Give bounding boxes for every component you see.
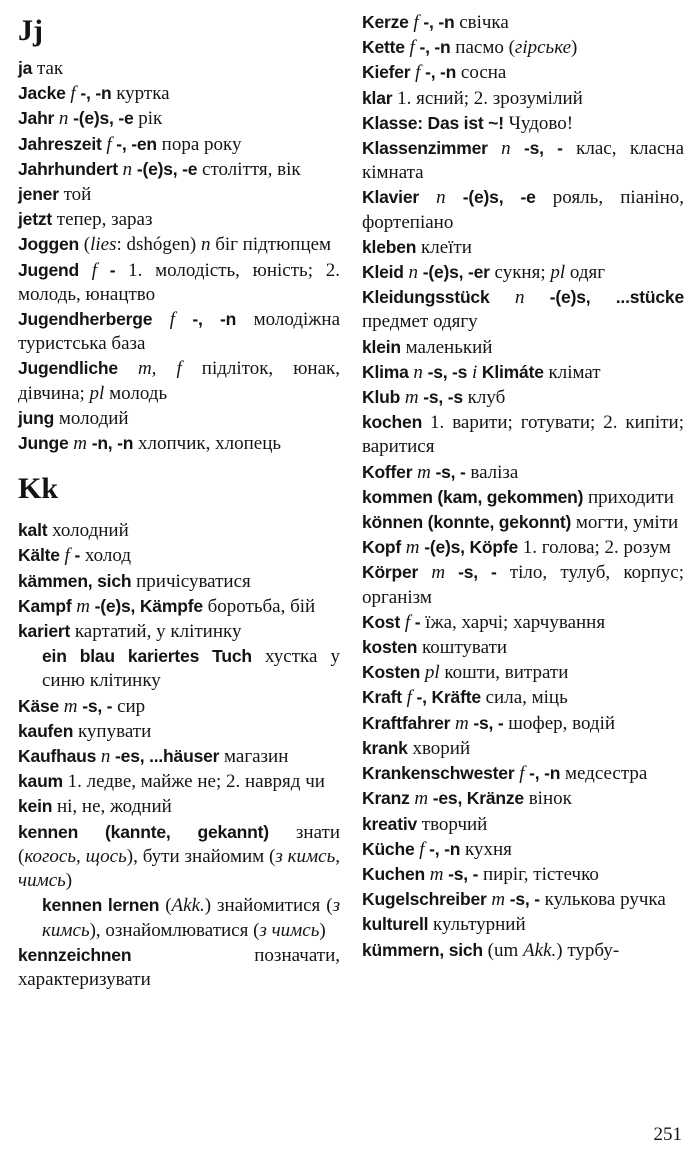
translation: молодий [54,407,129,429]
translation: магазин [219,746,289,768]
headword: -es, Kränze [428,788,524,809]
grammar-label: n [403,262,419,284]
entry-headword: Körper [362,562,419,583]
translation: хворий [407,737,471,759]
translation: тіло, тулуб, корпус; організм [362,562,684,608]
translation: творчий [417,813,488,835]
translation: холодний [47,520,129,542]
entry-headword: Kaufhaus [18,746,97,767]
dictionary-entry [18,820,340,894]
entry-headword: kreativ [362,813,418,834]
translation: клас, класна кімната [362,138,685,184]
headword: -(e)s, -e [132,158,198,179]
entry-headword: kennen (kannte, gekannt) [18,821,269,842]
translation: ), бути знайомим ( [126,845,276,867]
entry-headword: Kleid [362,262,404,283]
translation: їжа, харчі; харчування [420,611,606,633]
entry-headword: Kranz [362,788,410,809]
dictionary-entry [18,594,340,619]
dictionary-entry [362,761,684,786]
translation: ) [65,870,73,892]
headword: -s, - [430,461,466,482]
entry-headword: klar [362,87,393,108]
dictionary-entry [18,258,340,307]
dictionary-entry [362,510,684,535]
entry-headword: Käse [18,695,60,716]
entry-headword: Jugend [18,259,80,280]
entry-headword: Jacke [18,83,66,104]
grammar-label: f [401,687,412,709]
grammar-label: n [200,234,211,256]
grammar-label: n [489,287,525,309]
translation: клуб [462,387,506,409]
grammar-label: lies [90,234,117,256]
entry-headword: kennen lernen [42,895,160,916]
dictionary-subentry [18,893,340,942]
translation: (um [482,939,524,961]
dictionary-entry [18,307,340,356]
entry-headword: Kost [362,611,401,632]
entries-j-list [18,56,340,456]
grammar-label: n [418,187,446,209]
headword: -, -n [175,309,237,330]
entry-headword: kaufen [18,720,74,741]
translation: століття, вік [197,158,301,180]
dictionary-entry [18,431,340,456]
translation: маленький [400,336,493,358]
entry-headword: kommen (kam, gekommen) [362,486,584,507]
headword: -(e)s, ...stücke [524,287,684,308]
entry-headword: kochen [362,412,423,433]
grammar-label: m [412,461,431,483]
dictionary-entry [18,518,340,543]
headword: -n, -n [87,433,134,454]
translation: так [32,58,64,79]
dictionary-entry [362,35,684,60]
translation: Чудово! [503,112,574,134]
grammar-label: m [418,562,446,584]
dictionary-entry [362,610,684,635]
grammar-label: з кимсь [42,895,340,941]
dictionary-entry [362,938,684,963]
entry-headword: jetzt [18,209,53,230]
headword: -(e)s, Köpfe [419,537,519,558]
translation: 1. ясний; 2. зрозумілий [392,87,583,109]
dictionary-entry [362,235,684,260]
translation: могти, уміти [571,512,679,534]
dictionary-entry [18,81,340,106]
translation: хлопчик, хлопець [133,433,282,455]
translation: боротьба, бій [202,595,316,617]
translation: валіза [465,461,519,483]
dictionary-entry [362,60,684,85]
translation: сосна [456,62,507,84]
translation: свічка [454,12,509,33]
grammar-label: f [400,611,411,633]
grammar-label: m [71,595,90,617]
entry-headword: können (konnte, gekonnt) [362,512,572,533]
translation: ( [159,895,172,917]
headword: - [97,259,116,280]
dictionary-entry [362,86,684,111]
dictionary-entry [362,485,684,510]
dictionary-entry [18,744,340,769]
entry-headword: kleben [362,236,417,257]
translation: сукня; [489,262,551,284]
headword: -, Kräfte [411,687,481,708]
grammar-label: f [65,83,76,105]
headword: -, -n [414,37,451,58]
entry-headword: Kraftfahrer [362,712,451,733]
entry-headword: Kiefer [362,62,411,83]
translation: позначати, характеризувати [18,944,340,990]
translation: той [58,184,92,206]
dictionary-entry [362,837,684,862]
translation: кулькова ручка [539,889,666,911]
headword: -, -n [75,83,112,104]
entry-headword: kalt [18,520,48,541]
translation: сила, міць [480,687,568,709]
grammar-label: f [101,133,112,155]
translation: кошти, витрати [439,662,569,684]
entry-headword: jener [18,184,59,205]
grammar-label: m [68,433,88,455]
dictionary-entry [362,812,684,837]
dictionary-entry [18,157,340,182]
entry-headword: Klavier [362,187,419,208]
entry-headword: kennzeichnen [18,944,132,965]
dictionary-entry [18,207,340,232]
translation: куртка [111,83,170,105]
grammar-label: pl [89,382,105,404]
entry-headword: Klassenzimmer [362,138,488,159]
dictionary-entry [18,794,340,819]
grammar-label: f [408,12,419,33]
headword: -(e)s, -e [68,108,134,129]
entry-headword: kümmern, sich [362,939,483,960]
entry-headword: kulturell [362,914,429,935]
left-column [18,0,340,992]
dictionary-entry [18,694,340,719]
headword: -s, - [510,138,563,159]
headword: -(e)s, -er [418,262,490,283]
dictionary-entry [362,736,684,761]
entry-headword: Koffer [362,461,413,482]
dictionary-entry [18,232,340,257]
headword: -s, - [505,889,540,910]
grammar-label: n [487,138,511,160]
translation: кухня [460,838,512,860]
entry-headword: kaum [18,771,63,792]
grammar-label: m [400,387,419,409]
translation: тепер, зараз [52,209,153,231]
translation: хустка у синю клітинку [42,646,340,692]
grammar-label: m [401,537,420,559]
headword: -, -n [420,62,457,83]
grammar-label: Akk. [523,939,557,961]
dictionary-entry [18,132,340,157]
grammar-label: f [514,763,525,785]
entry-headword: Kosten [362,662,421,683]
entry-headword: Joggen [18,234,80,255]
translation: ні, не, жодний [52,796,172,818]
grammar-label: m [59,695,78,717]
translation: молодь [104,382,168,404]
grammar-label: m [450,712,469,734]
entry-headword: Jahreszeit [18,133,102,154]
translation: 1. варити; готувати; 2. кипіти; варитися [362,412,684,458]
entry-headword: Jugendherberge [18,309,153,330]
headword: -s, -s [422,361,468,382]
entry-headword: jung [18,407,55,428]
headword: Klimáte [477,361,544,382]
grammar-label: f [79,259,98,281]
entry-headword: kein [18,796,53,817]
headword: -, -n [524,763,561,784]
dictionary-subentry [18,644,340,693]
grammar-label: з чимсь [259,919,320,941]
headword: -s, - [468,712,504,733]
dictionary-entry [18,619,340,644]
grammar-label: f [414,838,425,860]
dictionary-entry [362,635,684,660]
entry-headword: Kraft [362,687,402,708]
dictionary-entry [18,769,340,794]
letter-heading-j: Jj [18,14,43,47]
dictionary-entry [362,711,684,736]
translation: пиріг, тістечко [478,863,599,885]
entry-headword: kariert [18,621,71,642]
translation: ) турбу- [556,939,620,961]
translation: причісуватися [131,570,251,592]
grammar-label: i [467,361,478,383]
grammar-label: pl [550,262,566,284]
entry-headword: Jahr [18,108,55,129]
grammar-label: n [408,361,423,383]
entry-headword: Küche [362,838,415,859]
dictionary-entry [362,685,684,710]
translation: 1. ледве, майже не; 2. навряд чи [62,771,325,793]
translation: ) [571,37,578,59]
headword: -s, -s [418,387,463,408]
dictionary-entry [362,912,684,937]
dictionary-entry [362,185,684,234]
translation: картатий, у клітинку [70,621,242,643]
entry-headword: Klasse: Das ist ~! [362,112,504,133]
grammar-label: n [117,158,133,180]
headword: -(e)s, -e [445,187,536,208]
headword: -(e)s, Kämpfe [89,595,203,616]
dictionary-entry [362,111,684,136]
translation: культурний [428,914,526,936]
translation: вінок [523,788,572,810]
dictionary-entry [18,182,340,207]
grammar-label: n [96,746,111,768]
translation: ( [79,234,91,256]
translation: купувати [73,720,152,742]
headword: -s, - [445,562,497,583]
headword: -es, ...häuser [110,746,220,767]
page-number: 251 [653,1124,682,1145]
grammar-label: з кимсь, чимсь [18,845,341,892]
translation: ) знайомитися ( [204,895,333,917]
headword: -, -n [424,838,461,859]
dictionary-entry [18,356,340,405]
headword: - [69,545,81,566]
translation: клімат [543,361,601,383]
grammar-label: f [59,545,70,567]
dictionary-entry [362,786,684,811]
entry-headword: Junge [18,433,69,454]
dictionary-entry [362,887,684,912]
translation: : dshógen) [116,234,201,256]
entry-headword: kosten [362,637,418,658]
translation: підліток, юнак, дівчина; [18,358,340,404]
grammar-label: n [54,108,69,130]
dictionary-entry [362,335,684,360]
right-column [362,10,684,963]
dictionary-entry [18,106,340,131]
translation: сир [112,695,146,717]
translation: клеїти [416,236,472,258]
dictionary-entry [18,543,340,568]
dictionary-entry [362,410,684,459]
headword: -, -en [111,133,157,154]
entries-k-list [18,518,340,992]
entry-headword: Kerze [362,12,409,32]
dictionary-entry [362,535,684,560]
dictionary-entry [18,943,340,992]
grammar-label: гірське [514,37,572,59]
translation: ) [319,919,326,941]
translation: ), ознайомлюватися ( [89,919,260,941]
translation: шофер, водій [503,712,616,734]
dictionary-entry [362,260,684,285]
translation: одяг [565,262,606,284]
translation: медсестра [560,763,648,785]
headword: -s, - [443,863,479,884]
grammar-label: pl [420,662,440,684]
translation: пасмо ( [450,37,515,59]
entry-headword: Jugendliche [18,358,118,379]
entry-headword: ja [18,58,33,78]
grammar-label: m, f [117,358,182,380]
translation: біг підтюпцем [210,234,332,256]
dictionary-entry [362,660,684,685]
dictionary-entry [18,719,340,744]
grammar-label: Akk. [171,895,205,917]
entry-headword: Klub [362,387,401,408]
translation: 1. голова; 2. розум [518,537,671,559]
translation: приходити [583,486,674,508]
translation: рояль, піаніно, фортепіано [362,187,684,233]
entry-headword: Kugelschreiber [362,889,487,910]
entry-headword: Kopf [362,537,402,558]
headword: -, -n [418,12,455,32]
entry-headword: klein [362,336,401,357]
translation: 1. молодість, юність; 2. молодь, юнацтво [18,259,340,305]
dictionary-entry [362,385,684,410]
dictionary-entry [362,460,684,485]
entry-headword: Jahrhundert [18,158,118,179]
entry-headword: Kette [362,37,405,58]
dictionary-entry [18,56,340,81]
translation: рік [133,108,163,130]
entry-headword: ein blau kariertes Tuch [42,646,252,667]
dictionary-entry [362,136,684,185]
grammar-label: m [424,863,444,885]
entry-headword: krank [362,737,408,758]
entry-headword: Kampf [18,595,72,616]
entry-headword: Kuchen [362,863,425,884]
dictionary-entry [362,360,684,385]
translation: знати ( [18,821,340,867]
dictionary-entry [362,560,684,609]
grammar-label: f [404,37,415,59]
grammar-label: когось, щось [24,845,127,867]
dictionary-entry [18,569,340,594]
translation: коштувати [417,637,508,659]
grammar-label: f [152,309,176,331]
translation: молодіжна туристська база [18,309,340,355]
dictionary-entry [18,406,340,431]
entry-headword: Krankenschwester [362,763,515,784]
entry-headword: Kleidungsstück [362,287,490,308]
entry-headword: kämmen, sich [18,570,132,591]
grammar-label: m [486,889,506,911]
dictionary-entry [362,862,684,887]
translation: холод [80,545,132,567]
headword: -s, - [77,695,113,716]
grammar-label: m [409,788,429,810]
headword: - [410,611,421,632]
translation: пора року [156,133,242,155]
entries-right-list [362,10,684,963]
entry-headword: Klima [362,361,409,382]
entry-headword: Kälte [18,545,60,566]
dictionary-entry [362,285,684,334]
dictionary-entry [362,10,684,35]
grammar-label: f [410,62,421,84]
letter-heading-k: Kk [18,472,59,506]
translation: предмет одягу [362,311,478,333]
